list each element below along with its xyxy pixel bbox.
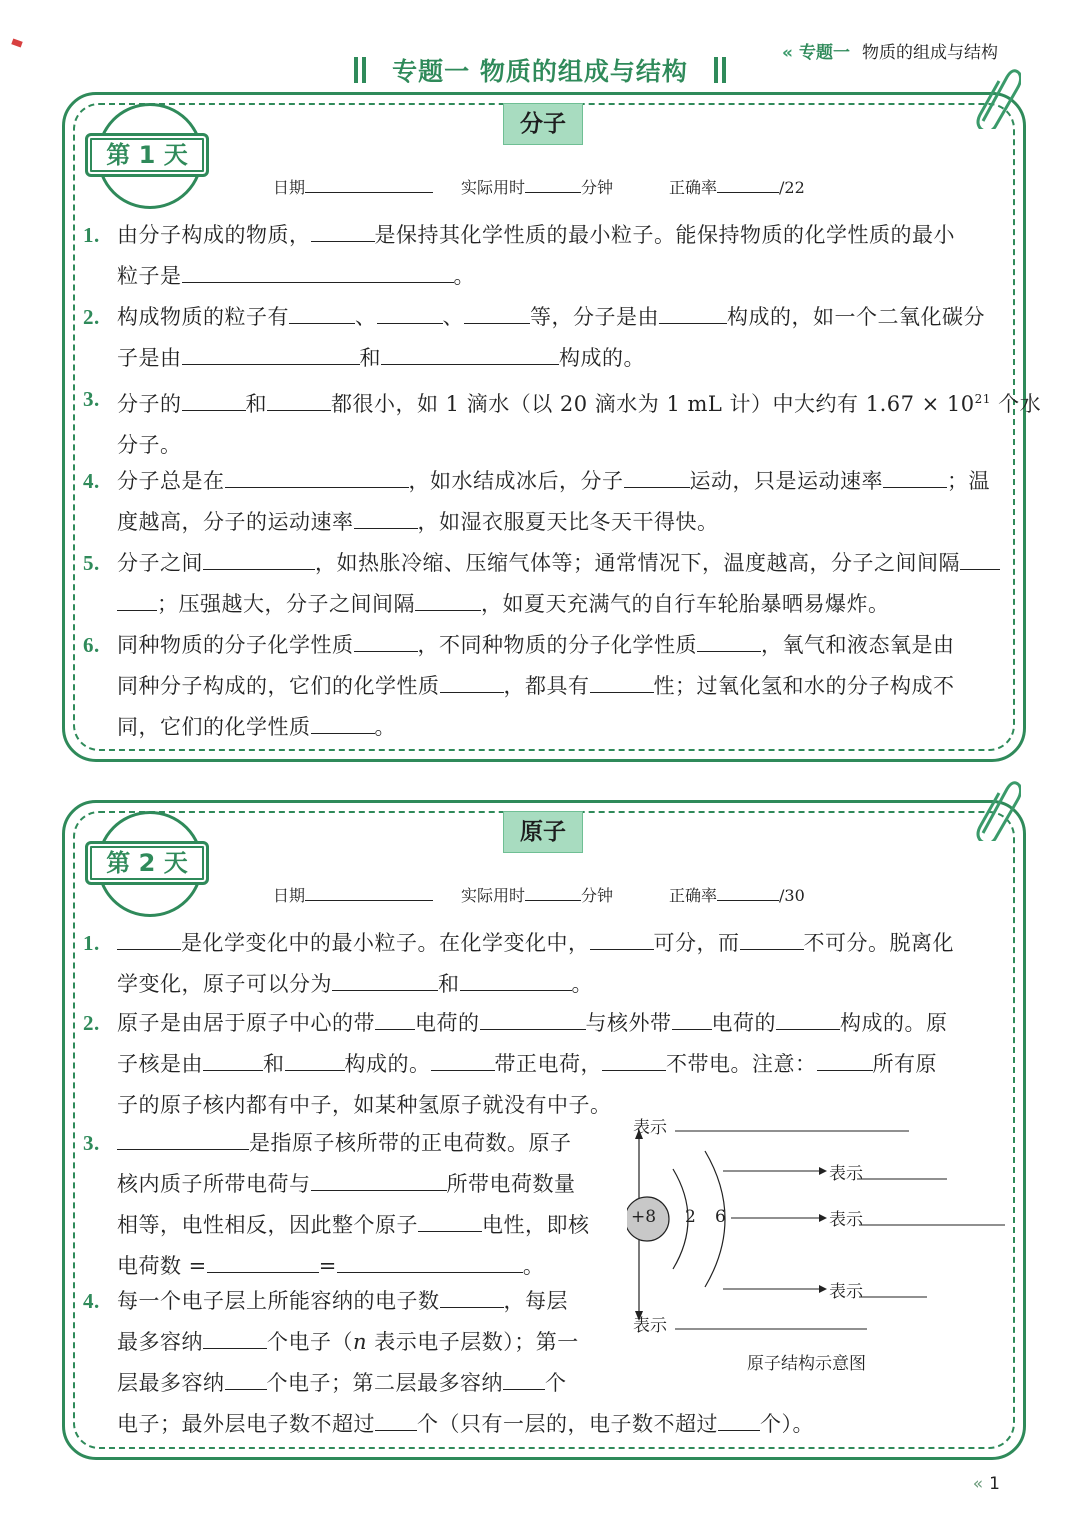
date-blank[interactable] bbox=[305, 884, 433, 901]
rate-field: 正确率 /22 bbox=[669, 178, 805, 197]
topic-label: 分子 bbox=[503, 103, 583, 145]
double-chevron-left-icon: « bbox=[972, 1474, 984, 1494]
date-field: 日期 bbox=[273, 175, 433, 198]
question-6: 6. 同种物质的分子化学性质 ，不同种物质的分子化学性质 ，氧气和液态氧是由 同种分子构成的，它们的化学性质 ，都具有 性；过氧化氢和水的分子构成不 同，它们的化学性质 。 bbox=[83, 633, 955, 739]
question-3: 3. 分子的 和 都很小，如 1 滴水（以 20 滴水为 1 mL 计）中大约有 $1.67 \times 10^{21}$ 个水 分子。 bbox=[83, 387, 1042, 457]
label-shell: 表示 bbox=[829, 1164, 863, 1184]
page-title bbox=[0, 52, 1080, 88]
question-1: 1. 是化学变化中的最小粒子。在化学变化中， 可分，而 不可分。脱离化 学变化，原子可以分为 和 。 bbox=[83, 931, 954, 996]
rate-blank[interactable] bbox=[717, 176, 779, 193]
question-5: 5. 分子之间 ，如热胀冷缩、压缩气体等；通常情况下，温度越高，分子之间间隔 ；压强越大，分子之间间隔 ，如夏天充满气的自行车轮胎暴晒易爆炸。 bbox=[83, 543, 1005, 625]
label-bottom: 表示 bbox=[633, 1316, 667, 1336]
page-title-text: 专题一 物质的组成与结构 bbox=[392, 57, 688, 86]
topic-label: 原子 bbox=[503, 811, 583, 853]
time-blank[interactable] bbox=[525, 884, 581, 901]
question-4: 4. 分子总是在 ，如水结成冰后，分子 运动，只是运动速率 ；温 度越高，分子的运动速率 ，如湿衣服夏天比冬天干得快。 bbox=[83, 469, 990, 534]
day-badge bbox=[85, 811, 209, 917]
atom-diagram-graphic bbox=[627, 1113, 1027, 1343]
atom-structure-diagram bbox=[627, 1113, 1027, 1373]
label-top: 表示 bbox=[633, 1118, 667, 1138]
rate-field: 正确率 /30 bbox=[669, 886, 805, 905]
time-field: 实际用时 分钟 bbox=[461, 886, 614, 905]
shell1-count: 2 bbox=[685, 1207, 696, 1227]
date-blank[interactable] bbox=[305, 176, 433, 193]
header-topic-title: 物质的组成与结构 bbox=[862, 43, 998, 63]
time-blank[interactable] bbox=[525, 176, 581, 193]
question-2: 2. 原子是由居于原子中心的带 电荷的 与核外带 电荷的 构成的。原 子核是由 和 构成的。 带正电荷， 不带电。注意： 所有原 子的原子核内都有中子，如某种氢原子就没有中子。 bbox=[83, 1011, 948, 1117]
label-electrons: 表示 bbox=[829, 1210, 863, 1230]
question-3: 3. 是指原子核所带的正电荷数。原子 核内质子所带电荷与 所带电荷数量 相等，电性相反，因此整个原子 电性，即核 电荷数 = = 。 bbox=[83, 1131, 590, 1278]
header-topic-label: 专题一 bbox=[799, 43, 850, 63]
day1-card bbox=[62, 92, 1042, 762]
day-badge-text: 第 2 天 bbox=[85, 841, 209, 885]
question-2: 2. 构成物质的粒子有 、 、 等，分子是由 构成的，如一个二氧化碳分 子是由 和 构成的。 bbox=[83, 305, 985, 370]
label-nucleus: 表示 bbox=[829, 1282, 863, 1302]
question-4: 4. 每一个电子层上所能容纳的电子数 ，每层 最多容纳 个电子（n 表示电子层数）；第一 层最多容纳 个电子；第二层最多容纳 个 电子；最外层电子数不超过 个（只有一层的，电子数不超过 个）。 bbox=[83, 1289, 814, 1436]
question-1: 1. 由分子构成的物质， 是保持其化学性质的最小粒子。能保持物质的化学性质的最小 粒子是 。 bbox=[83, 223, 955, 288]
paperclip-icon bbox=[969, 65, 1021, 129]
nucleus-charge: +8 bbox=[631, 1207, 657, 1227]
date-field: 日期 bbox=[273, 883, 433, 906]
time-field: 实际用时 分钟 bbox=[461, 178, 614, 197]
page-number: « 1 bbox=[972, 1474, 1000, 1494]
ink-mark bbox=[11, 38, 22, 47]
rate-blank[interactable] bbox=[717, 884, 779, 901]
day2-card bbox=[62, 800, 1026, 1460]
double-chevron-left-icon: « bbox=[782, 43, 793, 63]
diagram-caption: 原子结构示意图 bbox=[747, 1354, 866, 1374]
day-badge-text: 第 1 天 bbox=[85, 133, 209, 177]
day-badge bbox=[85, 103, 209, 209]
shell2-count: 6 bbox=[715, 1207, 726, 1227]
paperclip-icon bbox=[969, 777, 1021, 841]
